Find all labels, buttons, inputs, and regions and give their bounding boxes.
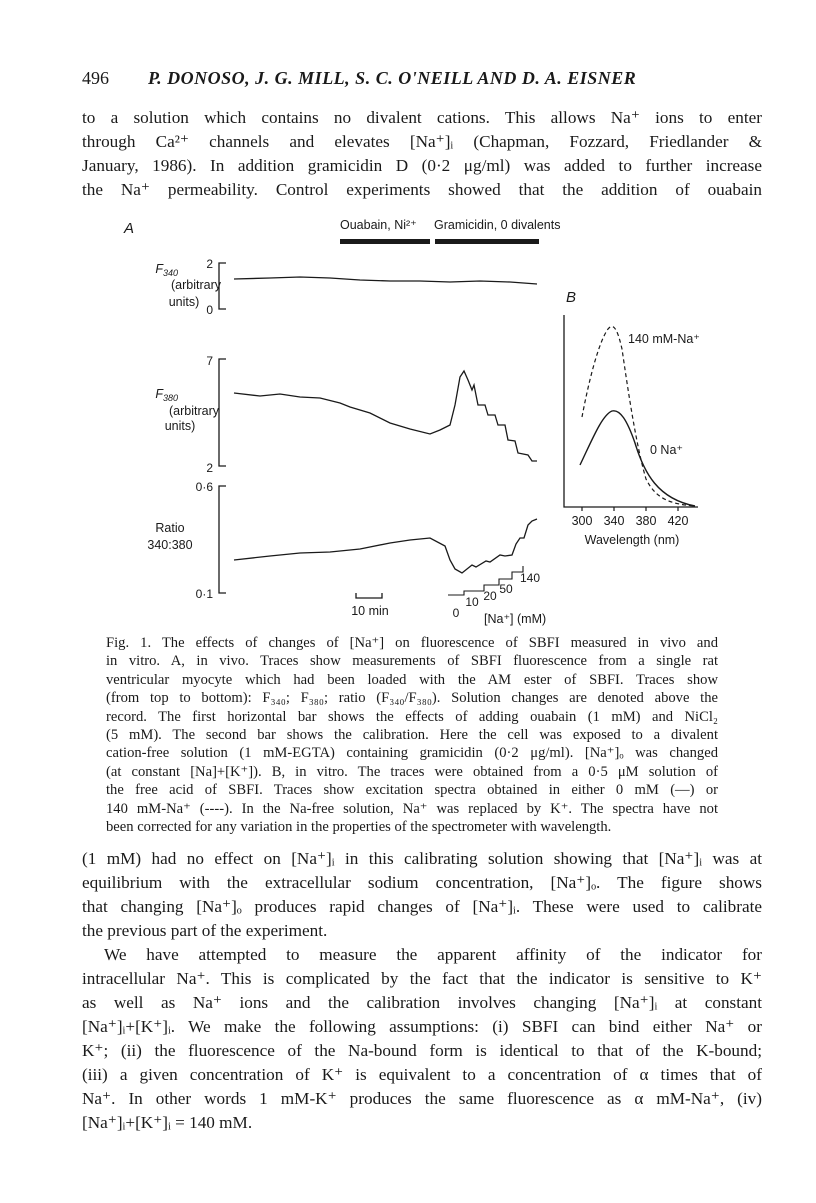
figure-caption <box>106 634 718 836</box>
paragraph-calibration <box>82 847 762 943</box>
text-line: We have attempted to measure the apparent affinity of the indicator for <box>104 945 762 964</box>
spectra-x-tick-label: 340 <box>603 514 625 528</box>
text-line: [Na⁺]ᵢ+[K⁺]ᵢ = 140 mM. <box>82 1113 253 1132</box>
paragraph-affinity <box>82 943 762 1135</box>
f380-name: $F_{380}$ <box>155 387 178 403</box>
f380-unit: (arbitrary <box>168 404 220 418</box>
caption-line: the free acid of SBFI. Traces show excitation spectra obtained in either 0 mM (—) or <box>106 782 718 799</box>
text-line: the previous part of the experiment. <box>82 921 328 940</box>
bar-gramicidin <box>435 239 539 244</box>
ratio-scale-bar <box>219 486 226 593</box>
bar1-label: Ouabain, Ni²⁺ <box>340 218 417 232</box>
na-step-20: 20 <box>483 589 497 603</box>
f380-top-tick: 7 <box>206 354 213 368</box>
caption-line: (from top to bottom): F₃₄₀; F₃₈₀; ratio (F₃₄₀/F₃₈₀). Solution changes are denoted above the <box>106 690 718 707</box>
spectrum-140-na <box>582 326 695 506</box>
caption-line: 140 mM-Na⁺ (----). In the Na-free solution, Na⁺ was replaced by K⁺. The spectra have not <box>106 800 718 817</box>
caption-line: record. The first horizontal bar shows the effects of adding ouabain (1 mM) and NiCl₂ <box>106 708 718 725</box>
figure-1 <box>100 215 720 630</box>
caption-line: been corrected for any variation in the properties of the spectrometer with wavelength. <box>106 818 612 835</box>
f380-scale-bar <box>219 359 226 466</box>
na-step-10: 10 <box>465 595 479 609</box>
text-line: that changing [Na⁺]ₒ produces rapid changes of [Na⁺]ᵢ. These were used to calibrate <box>82 897 762 916</box>
ratio-top-tick: 0·6 <box>195 480 213 494</box>
caption-line: Fig. 1. The effects of changes of [Na⁺] on fluorescence of SBFI measured in vivo and <box>106 635 718 651</box>
f340-unit2: units) <box>168 295 200 309</box>
caption-line: ventricular myocyte which had been loaded with the AM ester of SBFI. Traces show <box>106 671 718 688</box>
spectrum-0-na <box>580 411 695 506</box>
time-scale-label: 10 min <box>351 604 389 618</box>
caption-line: in vitro. A, in vivo. Traces show measurements of SBFI fluorescence from a single rat <box>106 653 718 670</box>
spectra-x-tick-label: 300 <box>571 514 593 528</box>
caption-line: (at constant [Na]+[K⁺]). B, in vitro. The traces were obtained from a 0·5 μM solution of <box>106 763 718 780</box>
text-line: (iii) a given concentration of K⁺ is equivalent to a concentration of α times that of <box>82 1065 762 1084</box>
spectrum-140-label: 140 mM-Na⁺ <box>628 332 700 346</box>
bar2-label: Gramicidin, 0 divalents <box>434 218 561 232</box>
spectra-x-tick-label: 380 <box>635 514 657 528</box>
f340-unit: (arbitrary <box>170 278 222 292</box>
time-scale-bar <box>356 593 382 598</box>
panel-b-label: B <box>566 289 577 306</box>
na-step-0: 0 <box>452 606 460 620</box>
f380-unit2: units) <box>164 419 196 433</box>
f340-top-tick: 2 <box>206 257 213 271</box>
page-header <box>82 66 772 94</box>
text-line: to a solution which contains no divalent cations. This allows Na⁺ ions to enter <box>82 108 762 127</box>
spectrum-0-label: 0 Na⁺ <box>650 443 684 457</box>
text-line: K⁺; (ii) the fluorescence of the Na-bound form is identical to that of the K-bound; <box>82 1041 762 1060</box>
text-line: equilibrium with the extracellular sodium concentration, [Na⁺]ₒ. The figure shows <box>82 873 762 892</box>
na-step-50: 50 <box>499 582 513 596</box>
f340-trace <box>234 277 537 284</box>
f340-name: $F_{340}$ <box>155 262 178 278</box>
caption-line: cation-free solution (1 mM-EGTA) containing gramicidin (0·2 μg/ml). [Na⁺]ₒ was changed <box>106 745 718 762</box>
running-head-authors: P. DONOSO, J. G. MILL, S. C. O'NEILL AND D. A. EISNER <box>148 68 637 88</box>
ratio-trace <box>234 519 537 573</box>
ratio-bottom-tick: 0·1 <box>195 587 213 601</box>
text-line: as well as Na⁺ ions and the calibration involves changing [Na⁺]ᵢ at constant <box>82 993 762 1012</box>
f340-bottom-tick: 0 <box>206 303 213 317</box>
panel-a-label: A <box>124 220 135 237</box>
na-axis-label: [Na⁺] (mM) <box>484 612 547 626</box>
spectra-x-tick-label: 420 <box>667 514 689 528</box>
page-number: 496 <box>82 68 109 88</box>
text-line: intracellular Na⁺. This is complicated by the fact that the indicator is sensitive to K⁺ <box>82 969 762 988</box>
text-line: (1 mM) had no effect on [Na⁺]ᵢ in this calibrating solution showing that [Na⁺]ᵢ was at <box>82 849 762 868</box>
caption-line: (5 mM). The second bar shows the calibration. Here the cell was exposed to a divalent <box>106 726 718 743</box>
text-line: Na⁺. In other words 1 mM-K⁺ produces the same fluorescence as α mM-Na⁺, (iv) <box>82 1089 762 1108</box>
text-line: the Na⁺ permeability. Control experiments showed that the addition of ouabain <box>82 180 762 199</box>
text-line: [Na⁺]ᵢ+[K⁺]ᵢ. We make the following assumptions: (i) SBFI can bind either Na⁺ or <box>82 1017 762 1036</box>
bar-ouabain <box>340 239 430 244</box>
na-step-140: 140 <box>519 571 541 585</box>
text-line: through Ca²⁺ channels and elevates [Na⁺]ᵢ (Chapman, Fozzard, Friedlander & <box>82 132 762 151</box>
intro-paragraph <box>82 106 762 202</box>
spectra-x-label: Wavelength (nm) <box>584 533 680 547</box>
f380-trace <box>234 371 537 461</box>
ratio-name: Ratio <box>155 521 185 535</box>
ratio-name2: 340:380 <box>147 538 193 552</box>
f380-bottom-tick: 2 <box>206 461 213 475</box>
text-line: January, 1986). In addition gramicidin D (0·2 μg/ml) was added to further increase <box>82 156 762 175</box>
figure-graphic <box>100 215 720 630</box>
